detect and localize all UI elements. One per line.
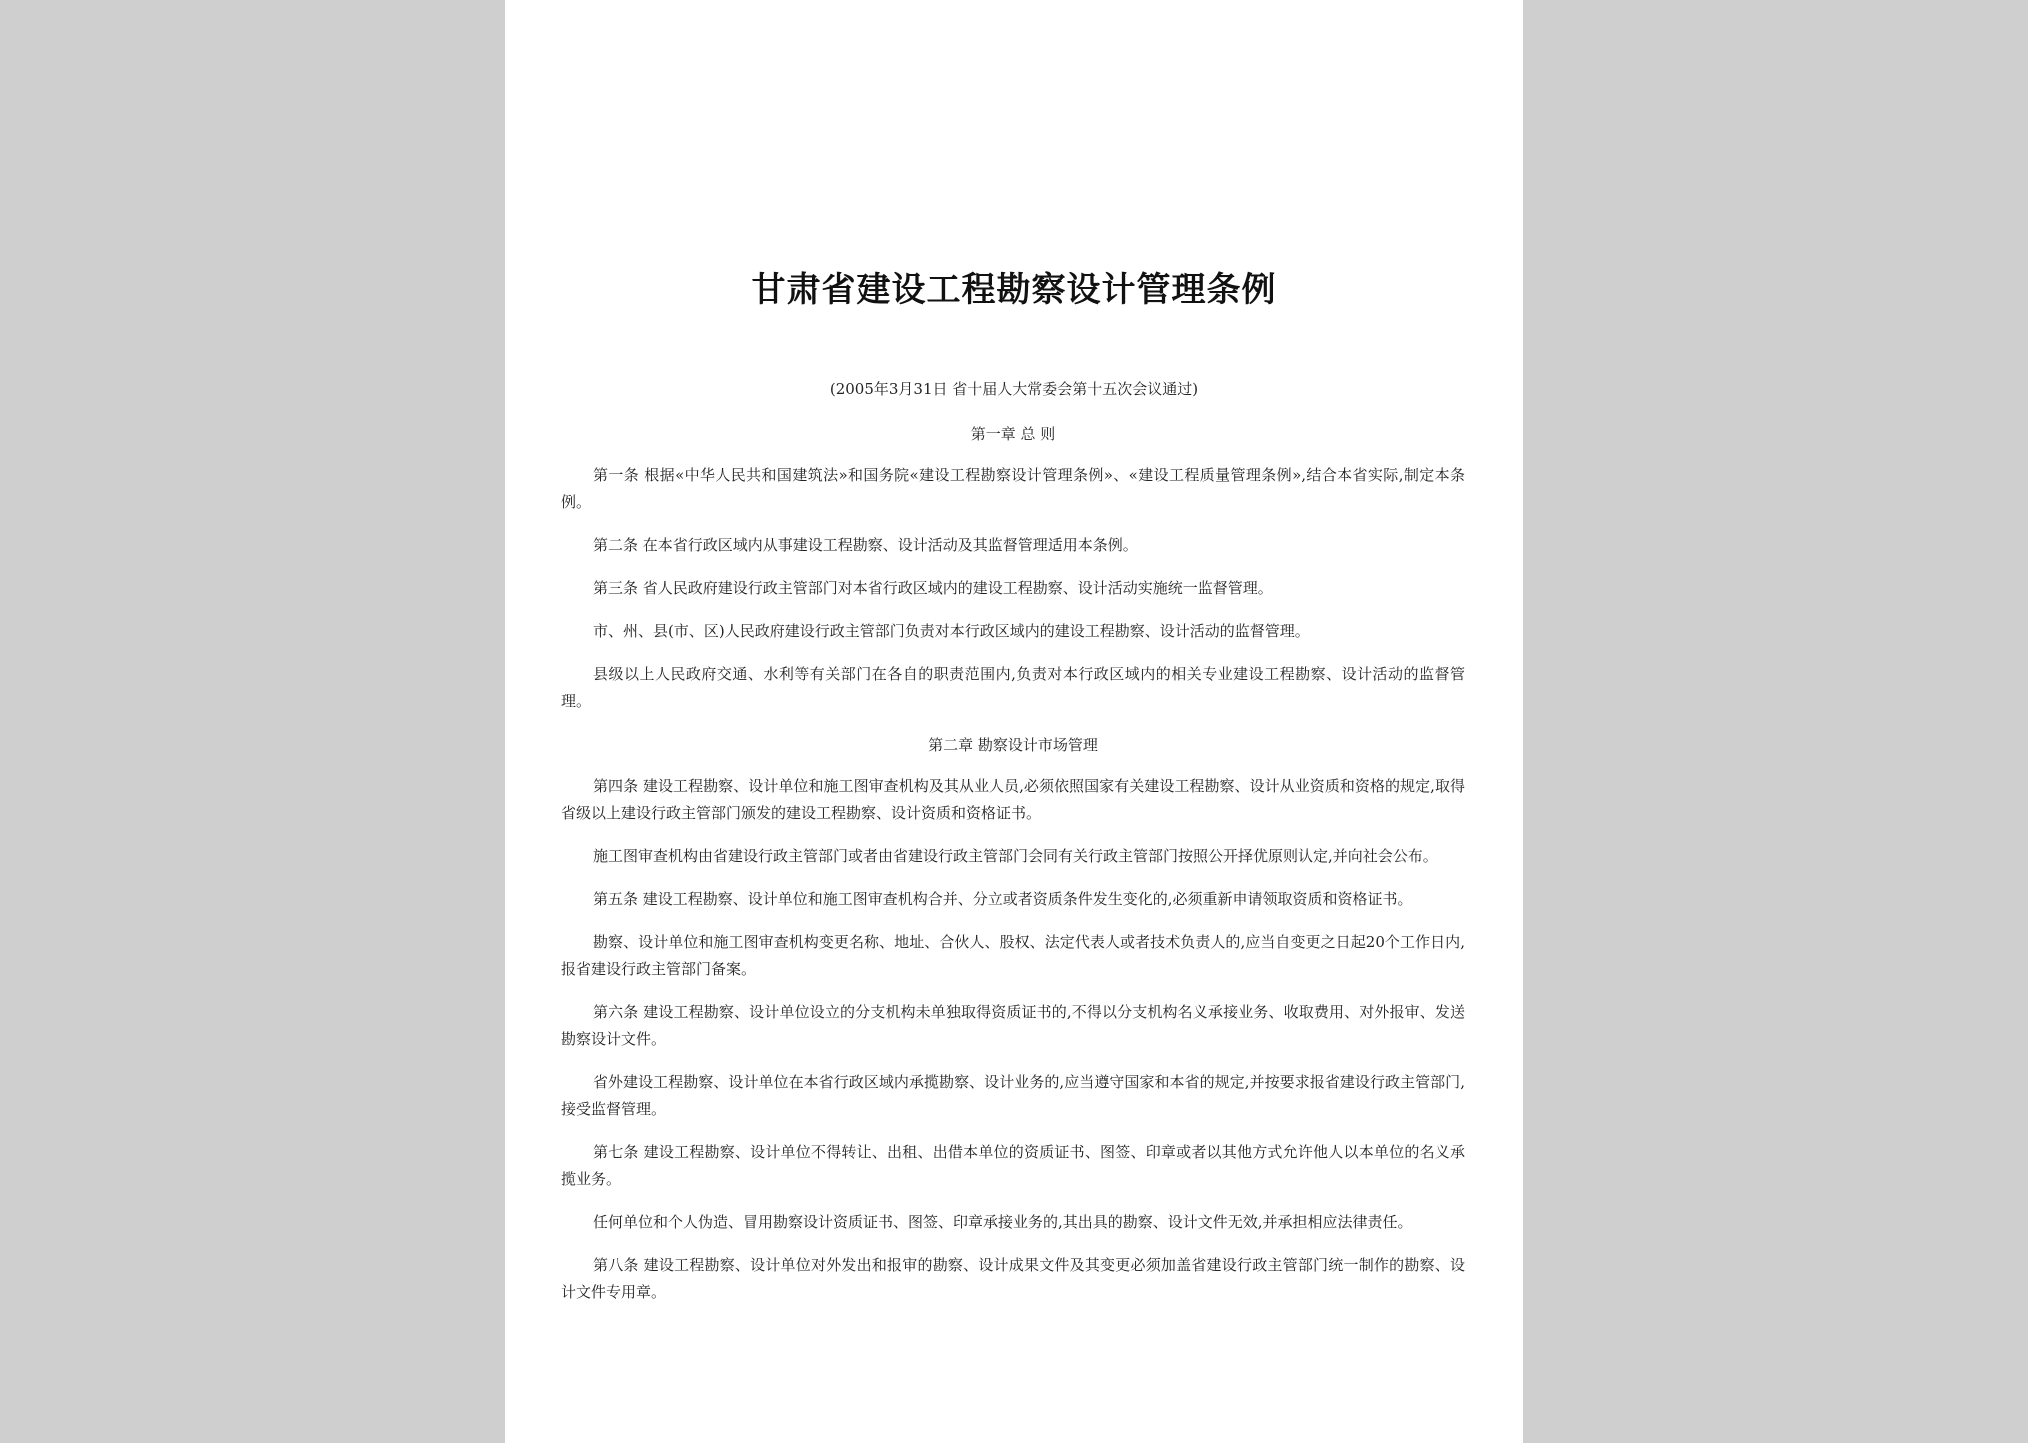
article-paragraph: 第五条 建设工程勘察、设计单位和施工图审查机构合并、分立或者资质条件发生变化的,必须重新申请领取资质和资格证书。 (593, 890, 1413, 908)
article-paragraph: 第六条 建设工程勘察、设计单位设立的分支机构未单独取得资质证书的,不得以分支机构名义承接业务、收取费用、对外报审、发送勘察设计文件。 (561, 1003, 1465, 1048)
article-paragraph: 第二条 在本省行政区域内从事建设工程勘察、设计活动及其监督管理适用本条例。 (593, 536, 1138, 554)
article-paragraph: 任何单位和个人伪造、冒用勘察设计资质证书、图签、印章承接业务的,其出具的勘察、设计文件无效,并承担相应法律责任。 (593, 1213, 1413, 1231)
document-body (561, 420, 1465, 1322)
document-page (505, 0, 1523, 1443)
article-paragraph: 施工图审查机构由省建设行政主管部门或者由省建设行政主管部门会同有关行政主管部门按照公开择优原则认定,并向社会公布。 (593, 847, 1438, 865)
document-subtitle: (2005年3月31日 省十届人大常委会第十五次会议通过) (829, 380, 1199, 398)
article-paragraph: 省外建设工程勘察、设计单位在本省行政区域内承揽勘察、设计业务的,应当遵守国家和本省的规定,并按要求报省建设行政主管部门,接受监督管理。 (561, 1073, 1465, 1118)
article-paragraph: 第七条 建设工程勘察、设计单位不得转让、出租、出借本单位的资质证书、图签、印章或者以其他方式允许他人以本单位的名义承揽业务。 (561, 1143, 1465, 1188)
article-paragraph: 县级以上人民政府交通、水利等有关部门在各自的职责范围内,负责对本行政区域内的相关专业建设工程勘察、设计活动的监督管理。 (561, 665, 1465, 710)
article-paragraph: 第四条 建设工程勘察、设计单位和施工图审查机构及其从业人员,必须依照国家有关建设工程勘察、设计从业资质和资格的规定,取得省级以上建设行政主管部门颁发的建设工程勘察、设计资质和资格证书。 (561, 777, 1465, 822)
article-paragraph: 勘察、设计单位和施工图审查机构变更名称、地址、合伙人、股权、法定代表人或者技术负责人的,应当自变更之日起20个工作日内,报省建设行政主管部门备案。 (561, 933, 1465, 978)
chapter-heading: 第二章 勘察设计市场管理 (928, 736, 1098, 754)
document-title: 甘肃省建设工程勘察设计管理条例 (751, 270, 1277, 310)
chapter-heading: 第一章 总 则 (970, 425, 1056, 443)
article-paragraph: 第一条 根据«中华人民共和国建筑法»和国务院«建设工程勘察设计管理条例»、«建设工程质量管理条例»,结合本省实际,制定本条例。 (561, 466, 1465, 511)
article-paragraph: 第三条 省人民政府建设行政主管部门对本省行政区域内的建设工程勘察、设计活动实施统一监督管理。 (593, 579, 1273, 597)
article-paragraph: 市、州、县(市、区)人民政府建设行政主管部门负责对本行政区域内的建设工程勘察、设计活动的监督管理。 (593, 622, 1310, 640)
article-paragraph: 第八条 建设工程勘察、设计单位对外发出和报审的勘察、设计成果文件及其变更必须加盖省建设行政主管部门统一制作的勘察、设计文件专用章。 (561, 1256, 1465, 1301)
